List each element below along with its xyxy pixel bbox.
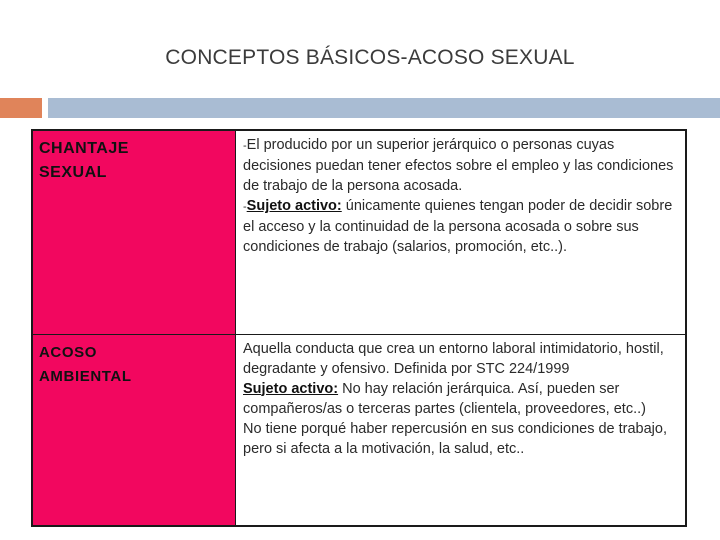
definition-paragraph: Aquella conducta que crea un entorno laboral intimidatorio, hostil, degradante y ofensivo. Definida por STC 224/1999 [243, 340, 664, 377]
definition-text: El producido por un superior jerárquico o personas cuyas decisiones puedan tener efectos sobre el empleo y las condiciones de trabajo de la persona acosada. [243, 137, 674, 194]
dash: - [243, 201, 247, 213]
term-cell [32, 334, 236, 526]
term-line: AMBIENTAL [39, 367, 132, 385]
slide-title: CONCEPTOS BÁSICOS-ACOSO SEXUAL [165, 46, 575, 69]
accent-bar-orange [0, 98, 42, 118]
term-line: ACOSO [39, 343, 98, 361]
table-row [32, 130, 686, 334]
definition-paragraph [243, 135, 677, 196]
definition-cell [236, 334, 687, 526]
term-cell [32, 130, 236, 334]
definition-text: No hay relación jerárquica. Así, pueden ser compañeros/as o terceras partes (clientela, proveedores, etc..) [243, 380, 646, 417]
definition-paragraph [243, 196, 677, 257]
term-line: SEXUAL [39, 164, 107, 181]
term-line: CHANTAJE [39, 140, 129, 157]
accent-bar-blue [48, 98, 720, 118]
definition-paragraph: No tiene porqué haber repercusión en sus condiciones de trabajo, pero si afecta a la motivación, la salud, etc.. [243, 420, 667, 457]
definition-text: únicamente quienes tengan poder de decidir sobre el acceso y la continuidad de la persona acosada o sobre sus condiciones de trabajo (salarios, promoción, etc..). [243, 198, 673, 255]
table-row [32, 334, 686, 526]
definition-paragraph [243, 379, 677, 419]
dash: - [243, 140, 247, 152]
definition-cell [236, 130, 687, 334]
subject-label: Sujeto activo: [246, 198, 342, 214]
concepts-table [31, 129, 687, 527]
subject-label: Sujeto activo: [243, 380, 339, 397]
